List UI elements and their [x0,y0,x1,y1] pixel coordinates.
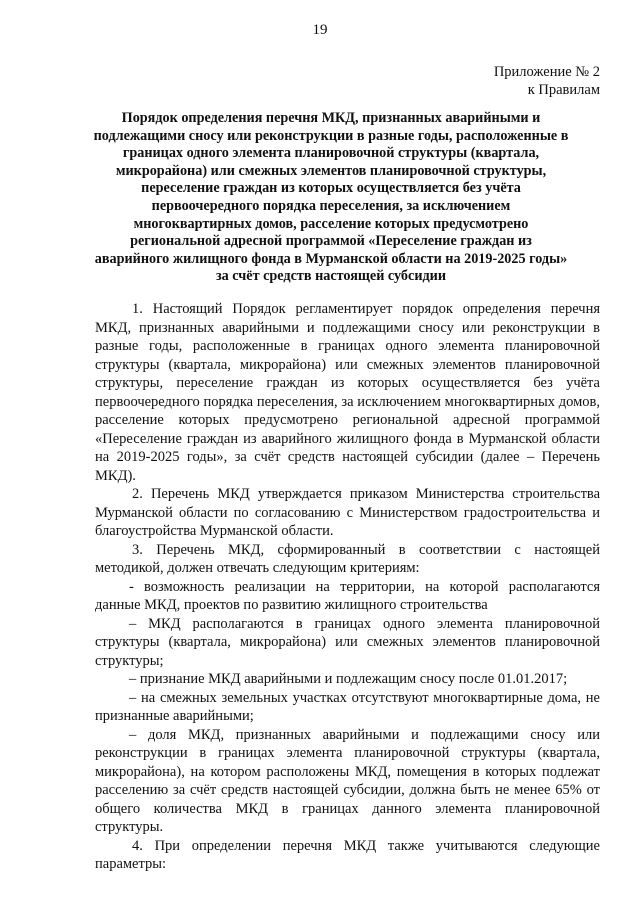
appendix-header [494,63,600,99]
criterion-item: – доля МКД, признанных аварийными и подлежащими сносу или реконструкции в границах элемента планировочной структуры (квартала, микрорайона), на котором расположены МКД, помещения в которых подлежат расселению за счёт средств настоящей субсидии, должна быть не менее 65% от общего количества МКД в границах данного элемента планировочной структуры. [95,726,600,835]
criterion-item: - возможность реализации на территории, на которой располагаются данные МКД, проектов по развитию жилищного строительства [95,578,600,613]
document-body [95,300,600,874]
paragraph-1: 1. Настоящий Порядок регламентирует порядок определения перечня МКД, признанных аварийными и подлежащими сносу или реконструкции в разные годы, расположенные в границах одного элемента планировочной структуры (квартала, микрорайона) или смежных элементов планировочной структуры, переселение граждан из которых осуществляется без учёта первоочередного порядка переселения, за исключением многоквартирных домов, расселение которых предусмотрено региональной адресной программой «Переселение граждан из аварийного жилищного фонда в Мурманской области на 2019-2025 годы», за счёт средств настоящей субсидии (далее – Перечень МКД). [95,301,600,484]
document-title: Порядок определения перечня МКД, признанных аварийными и подлежащими сносу или реконструкции в разные годы, расположенные в границах одного элемента планировочной структуры (квартала, микрорайона) или смежных элементов планировочной структуры, переселение граждан из которых осуществляется без учёта первоочередного порядка переселения, за исключением многоквартирных домов, расселение которых предусмотрено региональной адресной программой «Переселение граждан из аварийного жилищного фонда в Мурманской области на 2019-2025 годы» за счёт средств настоящей субсидии [93,110,569,285]
appendix-reference: к Правилам [527,82,600,98]
paragraph-3: 3. Перечень МКД, сформированный в соответствии с настоящей методикой, должен отвечать следующим критериям: [95,541,600,576]
criterion-item: – МКД располагаются в границах одного элемента планировочной структуры (квартала, микрорайона) или смежных элементов планировочной структуры; [95,615,600,669]
criterion-item: – на смежных земельных участках отсутствуют многоквартирные дома, не признанные аварийными; [95,689,600,724]
criterion-item: – признание МКД аварийными и подлежащим сносу после 01.01.2017; [129,671,568,687]
paragraph-4: 4. При определении перечня МКД также учитываются следующие параметры: [95,837,600,872]
appendix-number: Приложение № 2 [493,64,600,80]
paragraph-2: 2. Перечень МКД утверждается приказом Министерства строительства Мурманской области по согласованию с Министерством градостроительства и благоустройства Мурманской области. [95,486,600,539]
page-number: 19 [312,22,328,38]
